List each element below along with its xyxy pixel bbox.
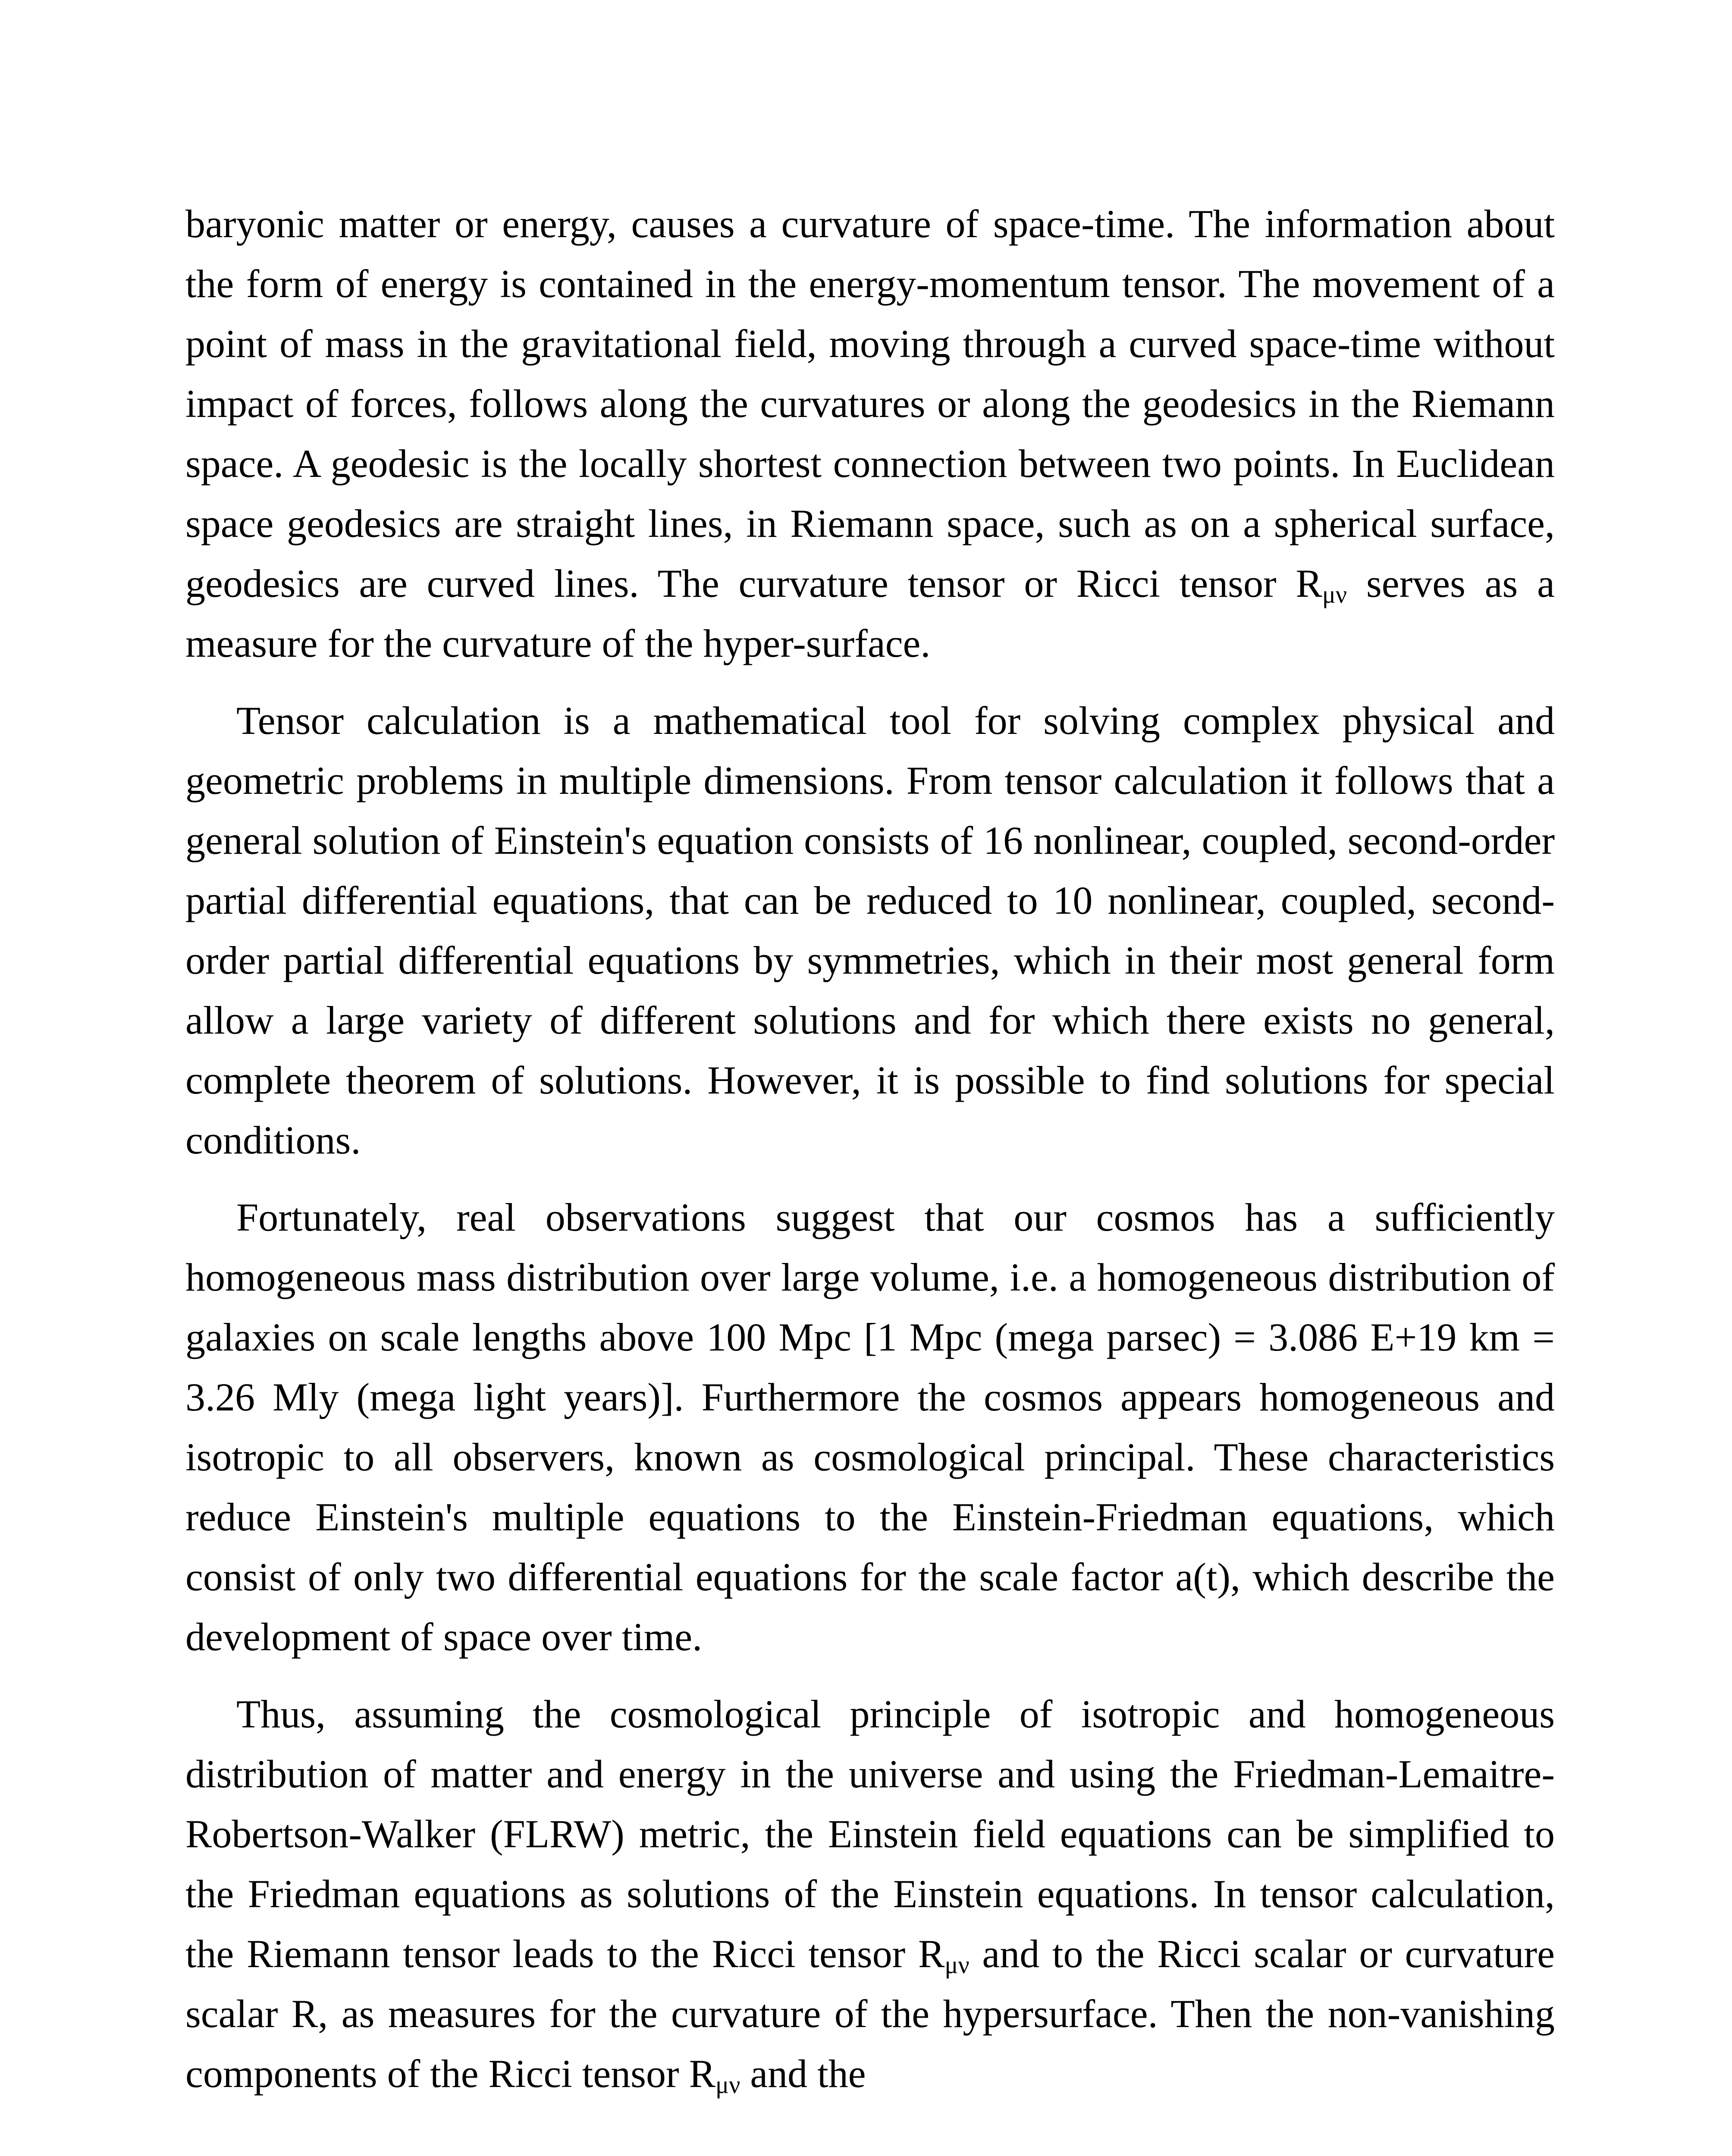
text-run: Thus, assuming the cosmological principle of isotropic and homogeneous distribution of matter and energy in the universe and using the Friedman-Lemaitre-Robertson-Walker (FLRW) metric, the Einstein field equations can be simplified to the Friedman equations as solutions of the Einstein equations. In tensor calculation, the Riemann tensor leads to the Ricci tensor R [185, 1692, 1555, 1976]
body-text [185, 194, 1555, 2104]
text-run: serves as a measure for the curvature of the hyper-surface. [185, 561, 1555, 665]
paragraph [185, 691, 1555, 1170]
paragraph [185, 194, 1555, 674]
text-run: Tensor calculation is a mathematical tool for solving complex physical and geometric problems in multiple dimensions. From tensor calculation it follows that a general solution of Einstein's equation consists of 16 nonlinear, coupled, second-order partial differential equations, that can be reduced to 10 nonlinear, coupled, second-order partial differential equations by symmetries, which in their most general form allow a large variety of different solutions and for which there exists no general, complete theorem of solutions. However, it is possible to find solutions for special conditions. [185, 699, 1555, 1162]
subscript: μν [944, 1951, 970, 1979]
text-run: Fortunately, real observations suggest that our cosmos has a sufficiently homogeneous mass distribution over large volume, i.e. a homogeneous distribution of galaxies on scale lengths above 100 Mpc [1 Mpc (mega parsec) = 3.086 E+19 km = 3.26 Mly (mega light years)]. Furthermore the cosmos appears homogeneous and isotropic to all observers, known as cosmological principal. These characteristics reduce Einstein's multiple equations to the Einstein-Friedman equations, which consist of only two differential equations for the scale factor a(t), which describe the development of space over time. [185, 1195, 1555, 1659]
text-run: and the [740, 2052, 866, 2096]
paragraph [185, 1684, 1555, 2104]
text-run: and to the Ricci scalar or curvature scalar R, as measures for the curvature of the hypersurface. Then the non-vanishing components of the Ricci tensor R [185, 1932, 1555, 2096]
text-run: baryonic matter or energy, causes a curvature of space-time. The information about the form of energy is contained in the energy-momentum tensor. The movement of a point of mass in the gravitational field, moving through a curved space-time without impact of forces, follows along the curvatures or along the geodesics in the Riemann space. A geodesic is the locally shortest connection between two points. In Euclidean space geodesics are straight lines, in Riemann space, such as on a spherical surface, geodesics are curved lines. The curvature tensor or Ricci tensor R [185, 202, 1555, 605]
paragraph [185, 1188, 1555, 1667]
subscript: μν [715, 2071, 740, 2099]
subscript: μν [1322, 580, 1347, 608]
